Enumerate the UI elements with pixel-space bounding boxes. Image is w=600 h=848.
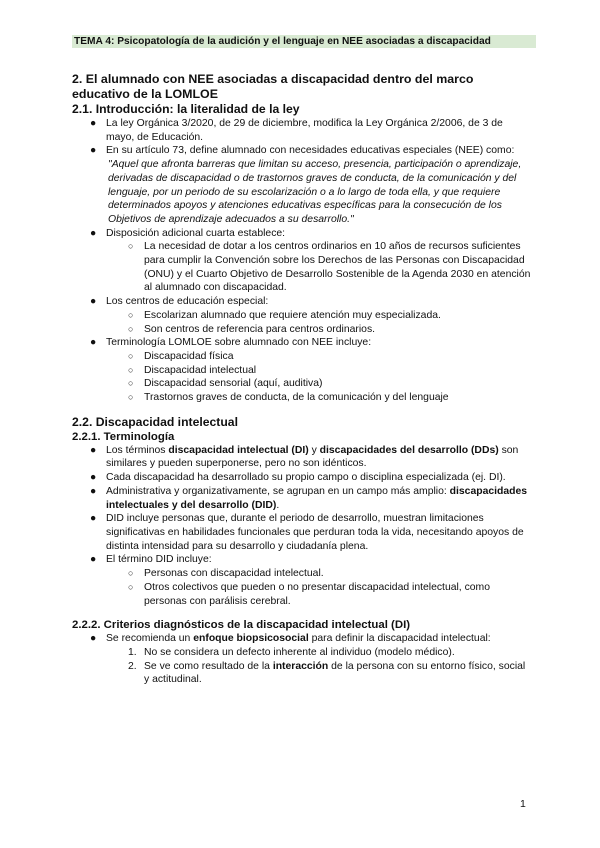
sub-list-item: ○ Son centros de referencia para centros ordinarios. bbox=[128, 323, 376, 335]
list-item: ● Terminología LOMLOE sobre alumnado con NEE incluye: bbox=[90, 337, 372, 349]
bullet-disc: ● bbox=[90, 633, 97, 645]
section-2-2-1-list bbox=[72, 444, 532, 608]
section-2-2-heading: 2.2. Discapacidad intelectual bbox=[72, 414, 238, 429]
numbered-item: 1. No se considera un defecto inherente al individuo (modelo médico). bbox=[128, 646, 455, 658]
section-2-1-heading: 2.1. Introducción: la literalidad de la ley bbox=[72, 102, 300, 116]
bullet-circle: ○ bbox=[128, 378, 134, 389]
page-number: 1 bbox=[520, 798, 526, 810]
sub-list-item: ○ Escolarizan alumnado que requiere atención muy especializada. bbox=[128, 309, 441, 321]
bullet-disc: ● bbox=[90, 485, 97, 497]
bullet-circle: ○ bbox=[128, 392, 134, 403]
bullet-disc: ● bbox=[90, 444, 97, 456]
law-quote: "Aquel que afronta barreras que limitan su acceso, presencia, participación o aprendizaje, derivadas de discapacidad o de trastornos graves de conducta, de la comunicación y del lenguaje, por un periodo de su escolarización o a lo largo de toda ella, y que requiere determinados apoyos y atenciones educativas específicas para la consecución de los Objetivos de aprendizaje adecuados a su desarrollo." bbox=[108, 159, 522, 225]
list-item: ● El término DID incluye: bbox=[90, 554, 212, 566]
bullet-circle: ○ bbox=[128, 581, 134, 592]
bullet-circle: ○ bbox=[128, 364, 134, 375]
sub-list-item: ○ Discapacidad física bbox=[128, 350, 234, 362]
document-title: TEMA 4: Psicopatología de la audición y el lenguaje en NEE asociadas a discapacidad bbox=[72, 35, 536, 48]
section-2-1-list bbox=[72, 117, 532, 405]
sub-list-item: ○ Otros colectivos que pueden o no presentar discapacidad intelectual, como personas con parálisis cerebral. bbox=[128, 581, 490, 607]
section-2-heading: 2. El alumnado con NEE asociadas a discapacidad dentro del marco educativo de la LOMLOE bbox=[72, 72, 474, 101]
section-2-2-1-heading: 2.2.1. Terminología bbox=[72, 430, 175, 443]
list-item: ● Cada discapacidad ha desarrollado su propio campo o disciplina especializada (ej. DI). bbox=[90, 472, 506, 484]
bullet-circle: ○ bbox=[128, 350, 134, 361]
bullet-circle: ○ bbox=[128, 568, 134, 579]
sub-list-item: ○ Discapacidad sensorial (aquí, auditiva) bbox=[128, 378, 323, 390]
sub-list-item: ○ Trastornos graves de conducta, de la comunicación y del lenguaje bbox=[128, 392, 449, 404]
list-item: ● Disposición adicional cuarta establece: bbox=[90, 227, 286, 239]
bullet-disc: ● bbox=[90, 337, 97, 349]
document-body bbox=[72, 72, 532, 687]
list-item: ● En su artículo 73, define alumnado con necesidades educativas especiales (NEE) como: "Aquel que afronta barreras que limitan su acceso, presencia, participación o aprendizaje, derivadas de discapacidad o de trastornos graves de conducta, de la comunicación y del lenguaje, por un periodo de su escolarización o a lo largo de toda ella, y que requiere determinados apoyos y atenciones educativas específicas para la consecución de los Objetivos de aprendizaje adecuados a su desarrollo." bbox=[72, 144, 532, 226]
list-item: ● Los centros de educación especial: bbox=[90, 296, 269, 308]
bullet-disc: ● bbox=[90, 227, 97, 239]
list-item: ● DID incluye personas que, durante el periodo de desarrollo, muestran limitaciones significativas en habilidades funcionales que perduran toda la vida, necesitando apoyos de distinta intensidad para su desarrollo y ciudadanía plena. bbox=[90, 513, 524, 552]
bullet-disc: ● bbox=[90, 554, 97, 566]
bullet-disc: ● bbox=[90, 472, 97, 484]
section-2-2-2-heading: 2.2.2. Criterios diagnósticos de la discapacidad intelectual (DI) bbox=[72, 619, 411, 632]
numbered-item: 2. Se ve como resultado de la interacción de la persona con su entorno físico, social y actitudinal. bbox=[128, 660, 526, 686]
list-item: ● Administrativa y organizativamente, se agrupan en un campo más amplio: discapacidades intelectuales y del desarrollo (DID). bbox=[90, 485, 528, 511]
list-item: ● Se recomienda un enfoque biopsicosocial para definir la discapacidad intelectual: bbox=[90, 633, 491, 645]
bullet-circle: ○ bbox=[128, 309, 134, 320]
bullet-disc: ● bbox=[90, 145, 97, 157]
bullet-disc: ● bbox=[90, 296, 97, 308]
sub-list-item: ○ Personas con discapacidad intelectual. bbox=[128, 568, 324, 580]
sub-list-item: ○ La necesidad de dotar a los centros ordinarios en 10 años de recursos suficientes para cumplir la Convención sobre los Derechos de las Personas con Discapacidad (ONU) y el Cuarto Objetivo de Desarrollo Sostenible de la Agenda 2030 en atención al alumnado con discapacidad. bbox=[128, 241, 531, 294]
item-number: 2. bbox=[128, 660, 137, 672]
item-number: 1. bbox=[128, 646, 137, 658]
section-2-2-2-list bbox=[72, 632, 532, 687]
sub-list-item: ○ Discapacidad intelectual bbox=[128, 364, 257, 376]
bullet-disc: ● bbox=[90, 513, 97, 525]
list-item: ● Los términos discapacidad intelectual (DI) y discapacidades del desarrollo (DDs) son similares y pueden superponerse, pero no son idénticos. bbox=[90, 444, 519, 470]
bullet-disc: ● bbox=[90, 118, 97, 129]
bullet-circle: ○ bbox=[128, 241, 134, 252]
list-item: ● La ley Orgánica 3/2020, de 29 de diciembre, modifica la Ley Orgánica 2/2006, de 3 de mayo, de Educación. bbox=[90, 118, 503, 143]
bullet-circle: ○ bbox=[128, 323, 134, 334]
